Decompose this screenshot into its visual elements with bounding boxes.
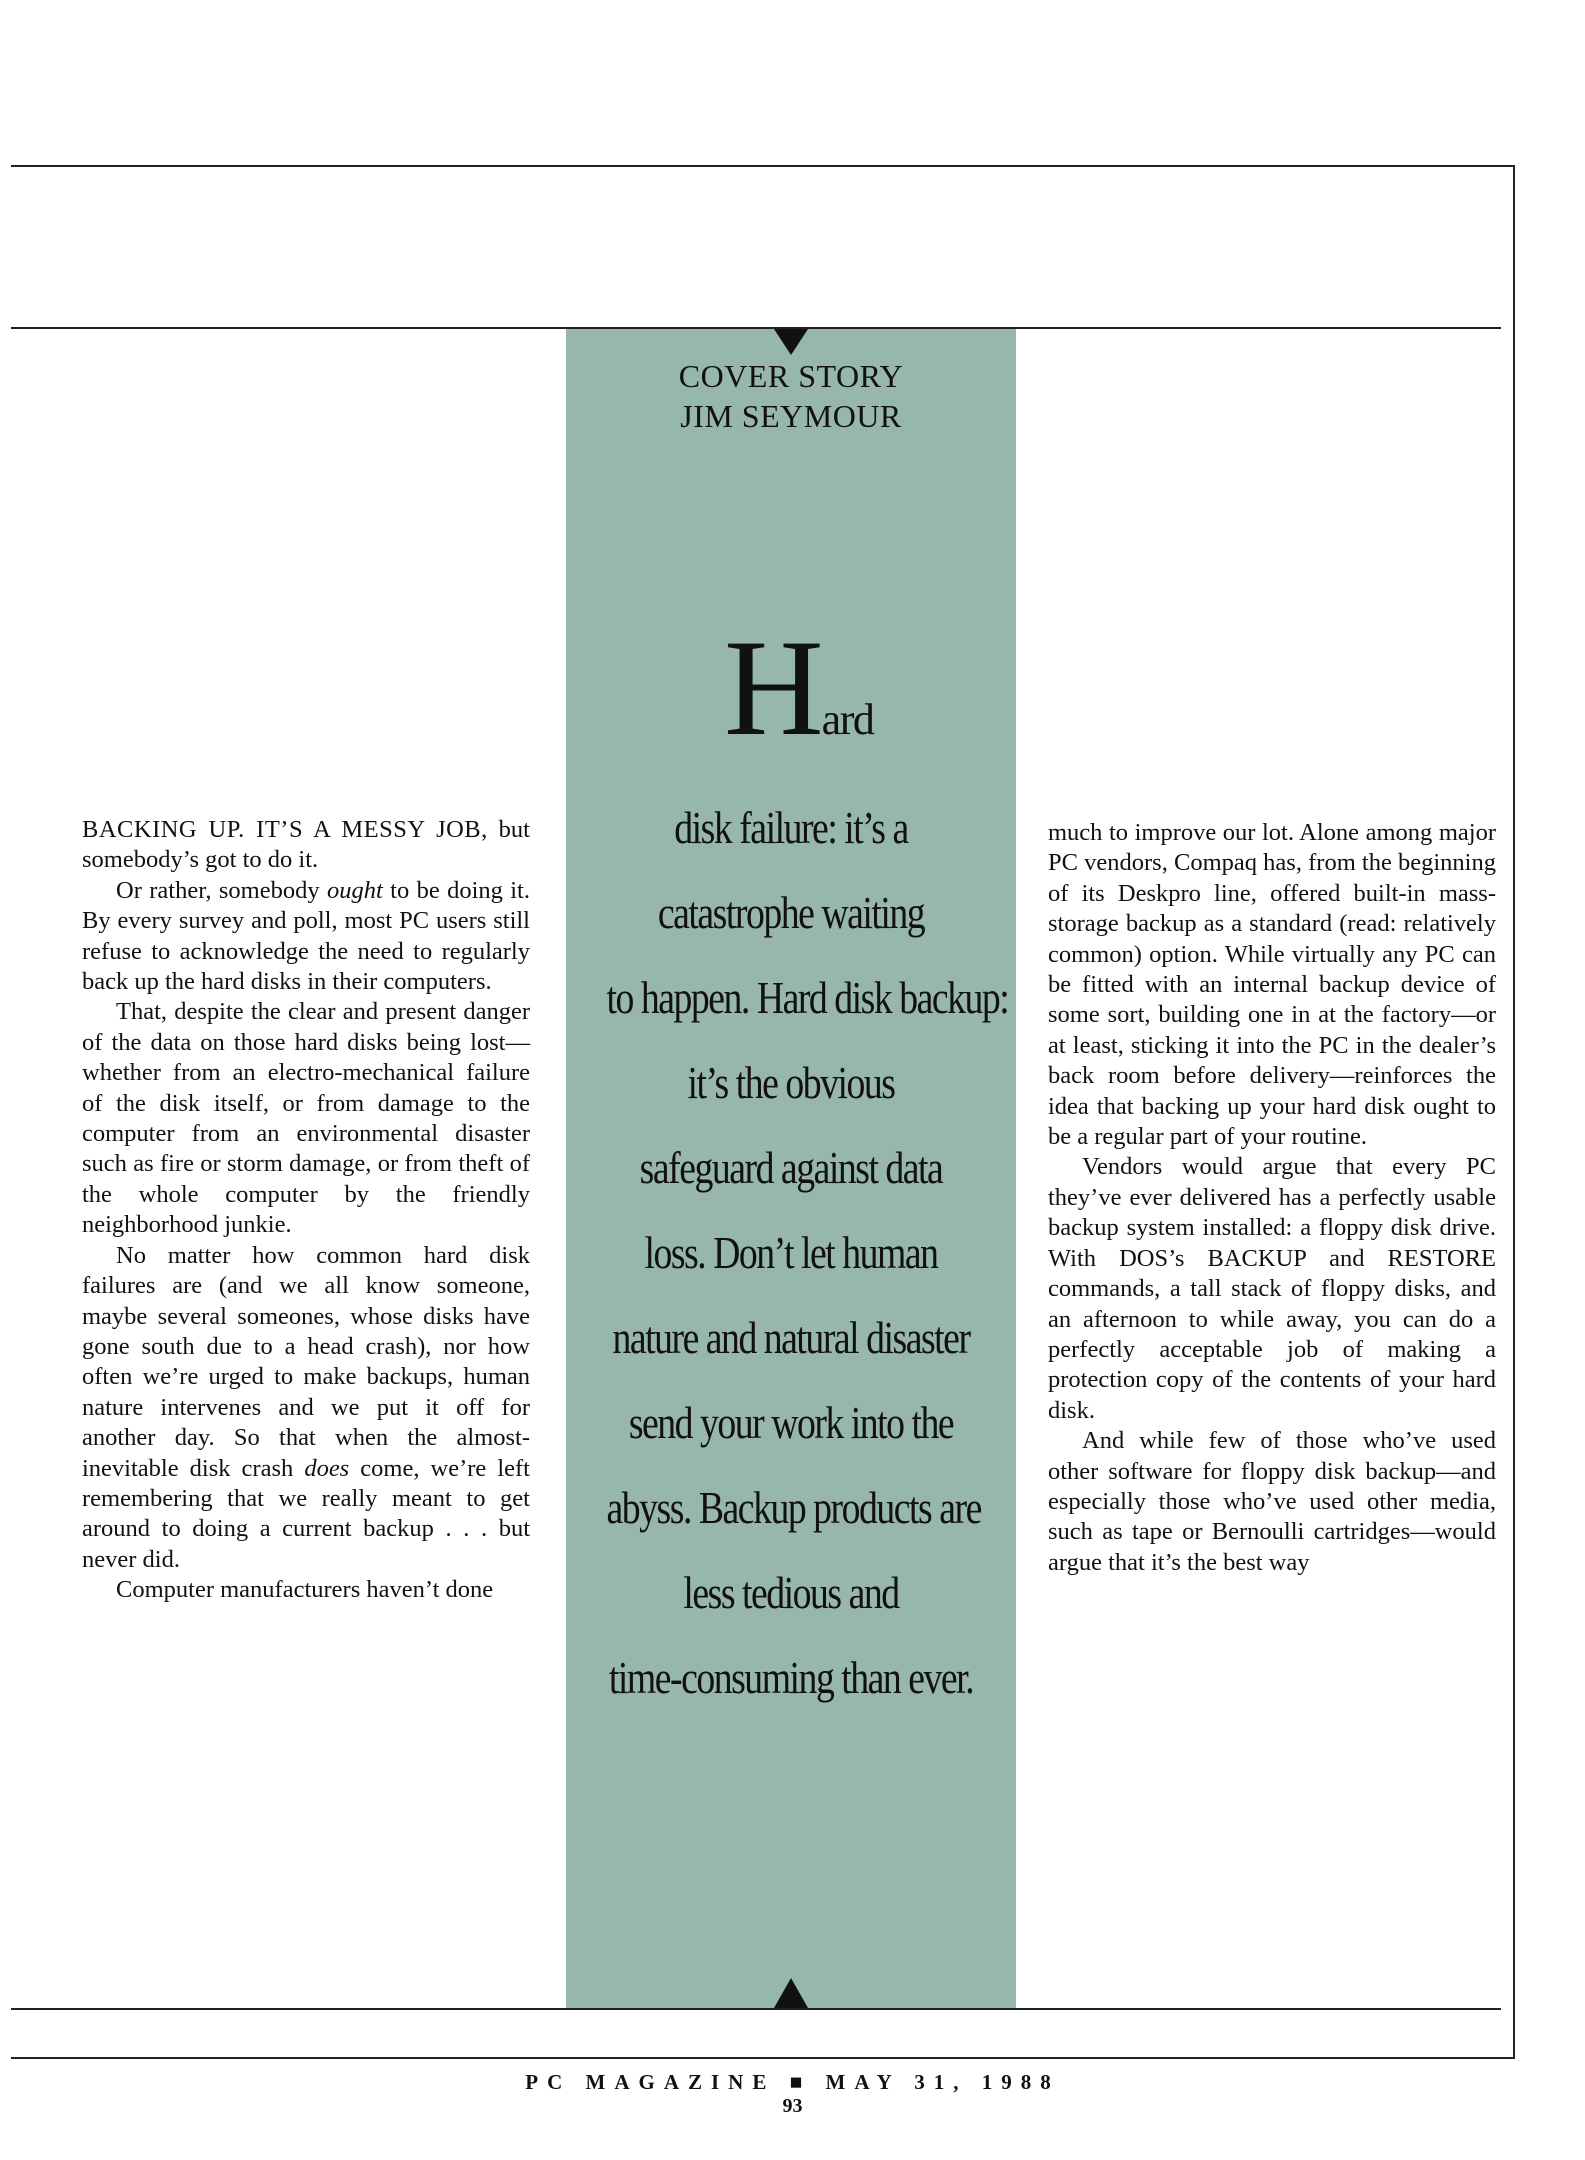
body-column-right	[1048, 818, 1496, 1578]
lead-caps: BACKING UP. IT’S A MESSY JOB,	[82, 816, 488, 843]
text-run: to be doing it. By every survey and poll, most PC users still refuse to acknowledge the need to regularly back up the hard disks in their computers.	[82, 876, 530, 996]
page-footer	[0, 2070, 1585, 2117]
paragraph: That, despite the clear and present danger of the data on those hard disks being lost—whether from an electro-mechanical failure of the disk itself, or from damage to the computer from an environmental disaster such as fire or storm damage, or from theft of the whole computer by the friendly neighborhood junkie.	[82, 998, 530, 1239]
deck-line: send your work into the	[628, 1397, 954, 1448]
lower-rule	[11, 2008, 1501, 2010]
paragraph	[82, 1241, 530, 1575]
lead-rest: but somebody’s got to do it.	[82, 816, 530, 874]
pull-deck	[566, 785, 1016, 1720]
text-run: No matter how common hard disk failures are (and we all know someone, maybe several someones, whose disks have gone south due to a head crash), nor how often we’re urged to make backups, human nature intervenes and we put it off for another day. So that when the almost-inevitable disk crash	[82, 1241, 530, 1482]
emphasis: does	[304, 1454, 350, 1482]
deck-line: abyss. Backup products are	[606, 1482, 981, 1533]
body-column-left	[82, 815, 530, 1606]
paragraph: much to improve our lot. Alone among major PC vendors, Compaq has, from the beginning of its Deskpro line, offered built-in mass-storage backup as a standard (read: relatively common) option. While virtually any PC can be fitted with an internal backup device of some sort, building one in at the factory—or at least, sticking it into the PC in the dealer’s back room before delivery—reinforces the idea that backing up your hard disk ought to be a regular part of your routine.	[1048, 819, 1496, 1151]
triangle-down-icon	[774, 329, 808, 355]
text-run: Or rather, somebody	[116, 876, 327, 904]
dropcap-rest: ard	[821, 695, 874, 744]
deck-line: time-consuming than ever.	[608, 1652, 974, 1703]
dropcap-letter: H	[724, 611, 822, 764]
deck-line: less tedious and	[683, 1567, 899, 1618]
deck-line: catastrophe waiting	[657, 887, 925, 938]
page-number: 93	[782, 2095, 803, 2117]
paragraph	[82, 876, 530, 998]
deck-line: to happen. Hard disk backup:	[606, 972, 1009, 1023]
dropcap-word	[724, 611, 874, 789]
footer-magazine-date: PC MAGAZINE ■ MAY 31, 1988	[525, 2070, 1060, 2094]
deck-line: it’s the obvious	[687, 1057, 895, 1108]
deck-line: disk failure: it’s a	[674, 802, 908, 853]
deck-line: safeguard against data	[639, 1142, 943, 1193]
deck-line: nature and natural disaster	[612, 1312, 970, 1363]
author-byline: JIM SEYMOUR	[680, 398, 902, 434]
top-rule	[11, 165, 1515, 167]
paragraph: Vendors would argue that every PC they’ve ever delivered has a perfectly usable backup system installed: a floppy disk drive. With DOS’s BACKUP and RESTORE commands, a tall stack of floppy disks, and an afternoon to while away, you can do a perfectly acceptable job of making a protection copy of the contents of your hard disk.	[1048, 1153, 1496, 1424]
emphasis: ought	[326, 876, 383, 904]
right-rule	[1513, 165, 1515, 2059]
triangle-up-icon	[774, 1978, 808, 2008]
deck-line: loss. Don’t let human	[644, 1227, 938, 1278]
section-label: COVER STORY	[678, 358, 904, 394]
paragraph: And while few of those who’ve used other software for floppy disk backup—and especially those who’ve used other media, such as tape or Bernoulli cartridges—would argue that it’s the best way	[1048, 1427, 1496, 1576]
text-run: come, we’re left remembering that we really meant to get around to doing a current backup . . . but never did.	[82, 1454, 530, 1573]
bottom-rule	[11, 2057, 1515, 2059]
paragraph	[82, 815, 530, 876]
cover-story-panel	[566, 329, 1016, 2008]
paragraph: Computer manufacturers haven’t done	[116, 1576, 494, 1604]
